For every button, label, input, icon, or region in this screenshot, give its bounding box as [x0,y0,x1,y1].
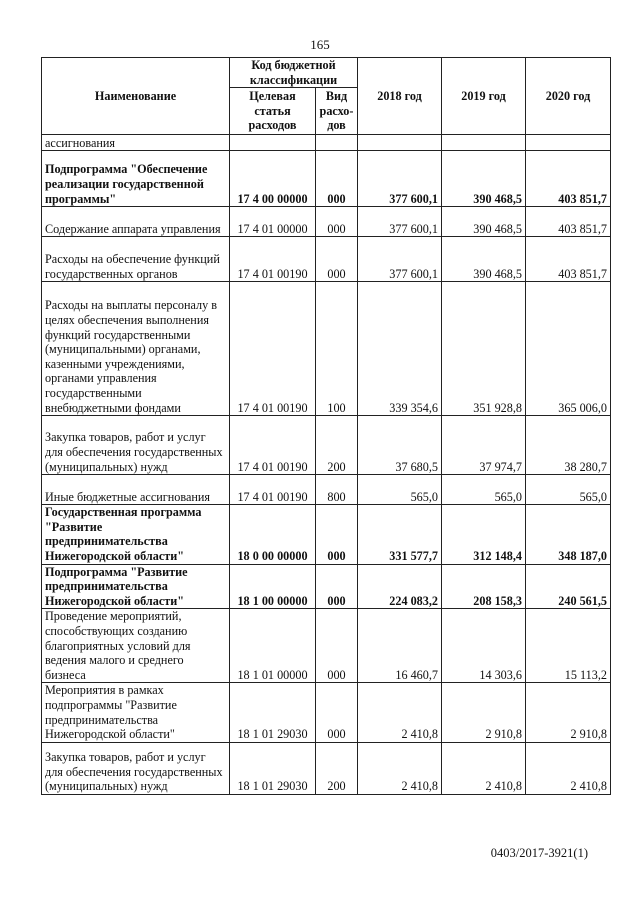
row-name-cell: Мероприятия в рамках подпрограммы "Развитие предпринимательства Нижегородской области" [42,683,230,742]
row-target-code-cell [230,135,316,151]
table-row [42,609,611,683]
row-target-code-cell: 18 1 00 00000 [230,564,316,609]
row-expense-type-cell: 100 [316,282,358,416]
row-target-code-cell: 17 4 01 00190 [230,237,316,282]
row-expense-type-cell: 000 [316,237,358,282]
row-target-code-cell: 17 4 01 00190 [230,475,316,505]
table-row [42,742,611,794]
row-expense-type-cell [316,135,358,151]
table-row [42,564,611,609]
row-2020-value-cell: 565,0 [526,475,611,505]
table-row [42,505,611,564]
row-target-code-cell: 17 4 01 00190 [230,282,316,416]
table-row [42,683,611,742]
row-target-code-cell: 18 1 01 29030 [230,742,316,794]
row-name-cell: Расходы на обеспечение функций государственных органов [42,237,230,282]
row-2018-value-cell: 377 600,1 [358,151,442,207]
header-name: Наименование [42,58,230,135]
row-2019-value-cell: 14 303,6 [442,609,526,683]
row-expense-type-cell: 200 [316,416,358,475]
row-2020-value-cell: 403 851,7 [526,237,611,282]
row-target-code-cell: 18 1 01 00000 [230,609,316,683]
header-code-group: Код бюджетной классификации [230,58,358,88]
row-name-cell: ассигнования [42,135,230,151]
header-target-article: Целевая статья расходов [230,88,316,135]
header-expense-type: Вид расхо-дов [316,88,358,135]
row-name-cell: Иные бюджетные ассигнования [42,475,230,505]
row-2020-value-cell: 240 561,5 [526,564,611,609]
document-code: 0403/2017-3921(1) [490,846,588,860]
row-expense-type-cell: 000 [316,151,358,207]
row-2019-value-cell: 390 468,5 [442,151,526,207]
row-name-cell: Содержание аппарата управления [42,207,230,237]
row-2018-value-cell: 2 410,8 [358,742,442,794]
row-2019-value-cell: 390 468,5 [442,207,526,237]
table-row [42,416,611,475]
row-2019-value-cell: 208 158,3 [442,564,526,609]
header-2019: 2019 год [442,58,526,135]
row-2019-value-cell: 2 910,8 [442,683,526,742]
row-2019-value-cell [442,135,526,151]
row-expense-type-cell: 000 [316,609,358,683]
row-target-code-cell: 18 0 00 00000 [230,505,316,564]
row-2019-value-cell: 390 468,5 [442,237,526,282]
row-name-cell: Государственная программа "Развитие предпринимательства Нижегородской области" [42,505,230,564]
row-expense-type-cell: 000 [316,564,358,609]
row-expense-type-cell: 000 [316,505,358,564]
row-2020-value-cell: 365 006,0 [526,282,611,416]
row-name-cell: Закупка товаров, работ и услуг для обеспечения государственных (муниципальных) нужд [42,416,230,475]
row-2018-value-cell: 565,0 [358,475,442,505]
header-2020: 2020 год [526,58,611,135]
row-2018-value-cell: 37 680,5 [358,416,442,475]
row-2020-value-cell: 403 851,7 [526,151,611,207]
header-2018: 2018 год [358,58,442,135]
row-2019-value-cell: 565,0 [442,475,526,505]
row-name-cell: Проведение мероприятий, способствующих созданию благоприятных условий для ведения малого и среднего бизнеса [42,609,230,683]
row-2018-value-cell: 377 600,1 [358,237,442,282]
row-target-code-cell: 17 4 00 00000 [230,151,316,207]
row-2018-value-cell: 377 600,1 [358,207,442,237]
table-row [42,135,611,151]
row-expense-type-cell: 000 [316,683,358,742]
row-expense-type-cell: 200 [316,742,358,794]
row-name-cell: Закупка товаров, работ и услуг для обеспечения государственных (муниципальных) нужд [42,742,230,794]
row-name-cell: Расходы на выплаты персоналу в целях обеспечения выполнения функций государственными (муниципальными) органами, казенными учреждениями, органами управления государственными внебюджетными фондами [42,282,230,416]
row-2018-value-cell: 16 460,7 [358,609,442,683]
row-2019-value-cell: 351 928,8 [442,282,526,416]
row-target-code-cell: 17 4 01 00190 [230,416,316,475]
row-2020-value-cell: 348 187,0 [526,505,611,564]
row-2019-value-cell: 37 974,7 [442,416,526,475]
row-expense-type-cell: 000 [316,207,358,237]
row-target-code-cell: 17 4 01 00000 [230,207,316,237]
page-number: 165 [310,37,330,52]
row-2018-value-cell: 224 083,2 [358,564,442,609]
table-row [42,151,611,207]
row-2020-value-cell: 403 851,7 [526,207,611,237]
row-2018-value-cell [358,135,442,151]
budget-table [41,57,611,795]
row-2020-value-cell: 38 280,7 [526,416,611,475]
table-row [42,282,611,416]
row-target-code-cell: 18 1 01 29030 [230,683,316,742]
row-name-cell: Подпрограмма "Обеспечение реализации государственной программы" [42,151,230,207]
table-row [42,475,611,505]
row-2018-value-cell: 2 410,8 [358,683,442,742]
row-2020-value-cell: 15 113,2 [526,609,611,683]
row-2019-value-cell: 312 148,4 [442,505,526,564]
row-2020-value-cell: 2 910,8 [526,683,611,742]
row-2018-value-cell: 331 577,7 [358,505,442,564]
row-2019-value-cell: 2 410,8 [442,742,526,794]
row-expense-type-cell: 800 [316,475,358,505]
row-2020-value-cell: 2 410,8 [526,742,611,794]
row-name-cell: Подпрограмма "Развитие предпринимательства Нижегородской области" [42,564,230,609]
row-2018-value-cell: 339 354,6 [358,282,442,416]
table-row [42,207,611,237]
table-row [42,237,611,282]
row-2020-value-cell [526,135,611,151]
